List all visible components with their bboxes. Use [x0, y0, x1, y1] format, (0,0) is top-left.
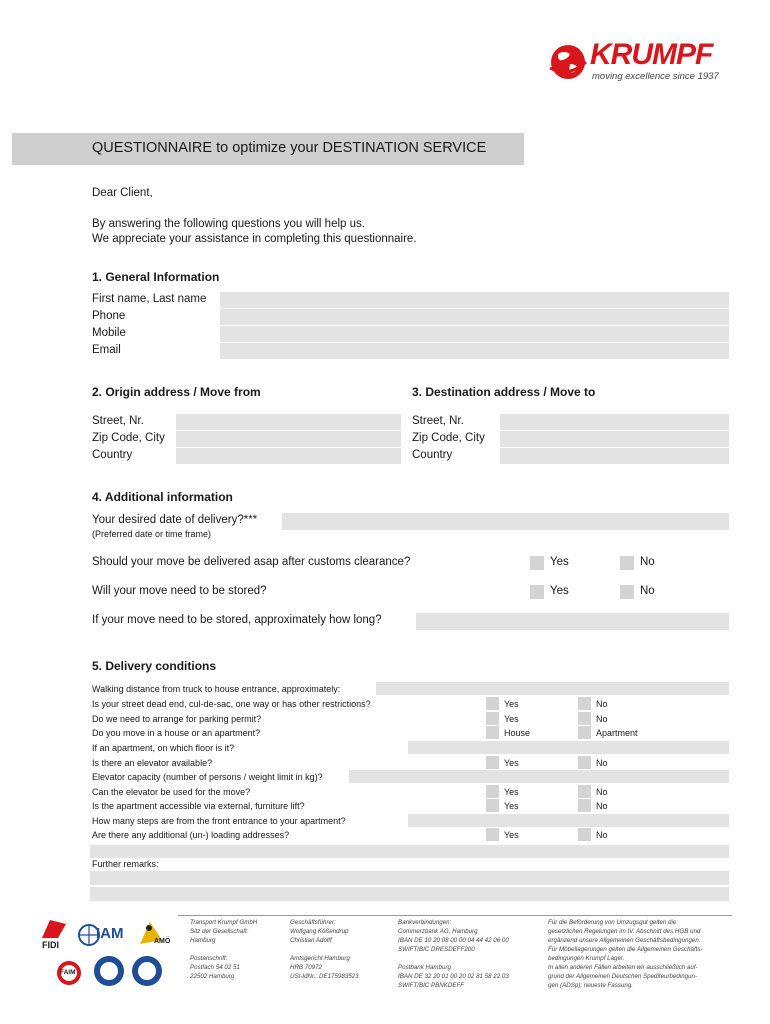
parking-permit-no-label: No	[596, 714, 608, 724]
footer-terms-info: Für die Beförderung von Umzugsgut gelten die gesetzlichen Regelungen im IV. Abschnitt des HGB und ergänzend unsere Allgemeinen Geschäftsbedingungen. Für Möbellagerungen gelten die Allgemeinen Geschäfts- bedingungen Krumpf Lager. In allen anderen Fällen arbeiten wir ausschließlich auf- grund der Allgemeinen Deutschen Spediteurbedingun- gen (ADSp); neueste Fassung.	[548, 919, 703, 989]
section-origin-heading: 2. Origin address / Move from	[92, 385, 261, 399]
footer-badges	[38, 916, 188, 988]
walking-distance-label: Walking distance from truck to house entrance, approximately:	[92, 684, 341, 694]
walking-distance-field[interactable]	[376, 682, 729, 695]
origin-zip-field[interactable]	[176, 431, 401, 447]
storage-duration-field[interactable]	[416, 613, 729, 630]
fidi-badge: FIDI	[38, 918, 68, 952]
elevator-usable-no-checkbox[interactable]	[578, 785, 591, 798]
parking-permit-yes-checkbox[interactable]	[486, 712, 499, 725]
street-restrictions-label: Is your street dead end, cul-de-sac, one way or has other restrictions?	[92, 699, 371, 709]
mobile-field[interactable]	[220, 326, 729, 342]
elevator-capacity-field[interactable]	[349, 770, 729, 783]
asap-no-label: No	[640, 556, 655, 568]
destination-zip-label: Zip Code, City	[412, 432, 485, 444]
destination-zip-field[interactable]	[500, 431, 729, 447]
house-checkbox[interactable]	[486, 726, 499, 739]
parking-permit-no-checkbox[interactable]	[578, 712, 591, 725]
elevator-usable-label: Can the elevator be used for the move?	[92, 787, 251, 797]
footer-company-info: Transport Krumpf GmbH Sitz der Gesellschaft: Hamburg Postanschrift: Postfach 54 02 51 22502 Hamburg	[190, 919, 258, 980]
house-apartment-label: Do you move in a house or an apartment?	[92, 728, 261, 738]
remarks-field-top[interactable]	[90, 845, 729, 858]
parking-permit-yes-label: Yes	[504, 714, 519, 724]
asap-yes-checkbox[interactable]	[530, 556, 544, 570]
section-destination-heading: 3. Destination address / Move to	[412, 385, 596, 399]
furniture-lift-yes-checkbox[interactable]	[486, 799, 499, 812]
street-restrictions-no-label: No	[596, 699, 608, 709]
remarks-field-2[interactable]	[90, 887, 729, 901]
stored-question: Will your move need to be stored?	[92, 585, 267, 597]
additional-addresses-yes-checkbox[interactable]	[486, 828, 499, 841]
logo-tagline: moving excellence since 1937	[592, 71, 719, 82]
remarks-field-1[interactable]	[90, 871, 729, 885]
faim-badge: FAIM	[56, 960, 82, 986]
phone-label: Phone	[92, 310, 126, 322]
asap-yes-label: Yes	[550, 556, 569, 568]
mobile-label: Mobile	[92, 327, 126, 339]
destination-country-field[interactable]	[500, 448, 729, 464]
elevator-available-label: Is there an elevator available?	[92, 758, 213, 768]
company-logo	[548, 40, 738, 84]
destination-country-label: Country	[412, 449, 453, 461]
apartment-floor-label: If an apartment, on which floor is it?	[92, 743, 235, 753]
steps-count-field[interactable]	[408, 814, 729, 827]
delivery-date-note: (Preferred date or time frame)	[92, 529, 212, 539]
additional-addresses-label: Are there any additional (un-) loading addresses?	[92, 830, 290, 840]
stored-no-checkbox[interactable]	[620, 585, 634, 599]
additional-addresses-yes-label: Yes	[504, 830, 519, 840]
stored-yes-checkbox[interactable]	[530, 585, 544, 599]
footer-divider	[178, 915, 732, 916]
parking-permit-label: Do we need to arrange for parking permit?	[92, 714, 262, 724]
stored-yes-label: Yes	[550, 585, 569, 597]
elevator-usable-yes-label: Yes	[504, 787, 519, 797]
greeting: Dear Client,	[92, 187, 153, 199]
street-restrictions-yes-label: Yes	[504, 699, 519, 709]
steps-count-label: How many steps are from the front entrance to your apartment?	[92, 816, 346, 826]
elevator-capacity-label: Elevator capacity (number of persons / weight limit in kg)?	[92, 772, 323, 782]
origin-country-label: Country	[92, 449, 133, 461]
logo-wordmark: KRUMPF	[590, 38, 713, 71]
elevator-usable-yes-checkbox[interactable]	[486, 785, 499, 798]
first-last-name-label: First name, Last name	[92, 293, 207, 305]
elevator-available-no-checkbox[interactable]	[578, 756, 591, 769]
origin-street-field[interactable]	[176, 414, 401, 430]
amo-badge: AMÖ	[136, 918, 180, 950]
apartment-checkbox[interactable]	[578, 726, 591, 739]
furniture-lift-no-label: No	[596, 801, 608, 811]
asap-question: Should your move be delivered asap after customs clearance?	[92, 556, 411, 568]
certification-seal-2	[100, 962, 118, 980]
elevator-available-yes-label: Yes	[504, 758, 519, 768]
phone-field[interactable]	[220, 309, 729, 325]
delivery-date-label: Your desired date of delivery?***	[92, 514, 258, 526]
apartment-floor-field[interactable]	[408, 741, 729, 754]
elevator-available-yes-checkbox[interactable]	[486, 756, 499, 769]
additional-addresses-no-label: No	[596, 830, 608, 840]
destination-street-field[interactable]	[500, 414, 729, 430]
section-delivery-heading: 5. Delivery conditions	[92, 659, 217, 673]
apartment-option-label: Apartment	[596, 728, 638, 738]
fidi-flag-icon	[40, 918, 68, 940]
elevator-usable-no-label: No	[596, 787, 608, 797]
intro-line-1: By answering the following questions you will help us.	[92, 218, 365, 230]
furniture-lift-yes-label: Yes	[504, 801, 519, 811]
additional-addresses-no-checkbox[interactable]	[578, 828, 591, 841]
furniture-lift-no-checkbox[interactable]	[578, 799, 591, 812]
destination-street-label: Street, Nr.	[412, 415, 464, 427]
footer-management-info: Geschäftsführer: Wolfgang Kößendrup Christian Adolff Amtsgericht Hamburg HRB 70972 USt-IdNr.: DE175983523	[290, 919, 359, 980]
footer-bank-info: Bankverbindungen: Commerzbank AG, Hamburg IBAN DE 10 20 08 00 00 04 44 42 06 00 SWIFT/BIC DRESDEFF200 Postbank Hamburg IBAN DE 32 20 01 00 20 02 81 58 22 03 SWIFT/BIC PBNKDEFF	[398, 919, 509, 989]
certification-seal-4	[138, 962, 156, 980]
elevator-available-no-label: No	[596, 758, 608, 768]
house-option-label: House	[504, 728, 531, 738]
globe-icon	[548, 42, 588, 82]
intro-line-2: We appreciate your assistance in completing this questionnaire.	[92, 233, 417, 245]
section-general-heading: 1. General Information	[92, 270, 220, 284]
asap-no-checkbox[interactable]	[620, 556, 634, 570]
furniture-lift-label: Is the apartment accessible via external, furniture lift?	[92, 801, 305, 811]
email-label: Email	[92, 344, 121, 356]
origin-country-field[interactable]	[176, 448, 401, 464]
storage-duration-question: If your move need to be stored, approximately how long?	[92, 614, 382, 626]
page-title: QUESTIONNAIRE to optimize your DESTINATION SERVICE	[92, 140, 487, 156]
delivery-date-field[interactable]	[282, 513, 729, 530]
iam-badge: IAM	[78, 922, 134, 950]
origin-zip-label: Zip Code, City	[92, 432, 165, 444]
stored-no-label: No	[640, 585, 655, 597]
email-field[interactable]	[220, 343, 729, 359]
street-restrictions-no-checkbox[interactable]	[578, 697, 591, 710]
street-restrictions-yes-checkbox[interactable]	[486, 697, 499, 710]
section-additional-heading: 4. Additional information	[92, 490, 233, 504]
origin-street-label: Street, Nr.	[92, 415, 144, 427]
further-remarks-label: Further remarks:	[92, 859, 159, 869]
first-last-name-field[interactable]	[220, 292, 729, 308]
